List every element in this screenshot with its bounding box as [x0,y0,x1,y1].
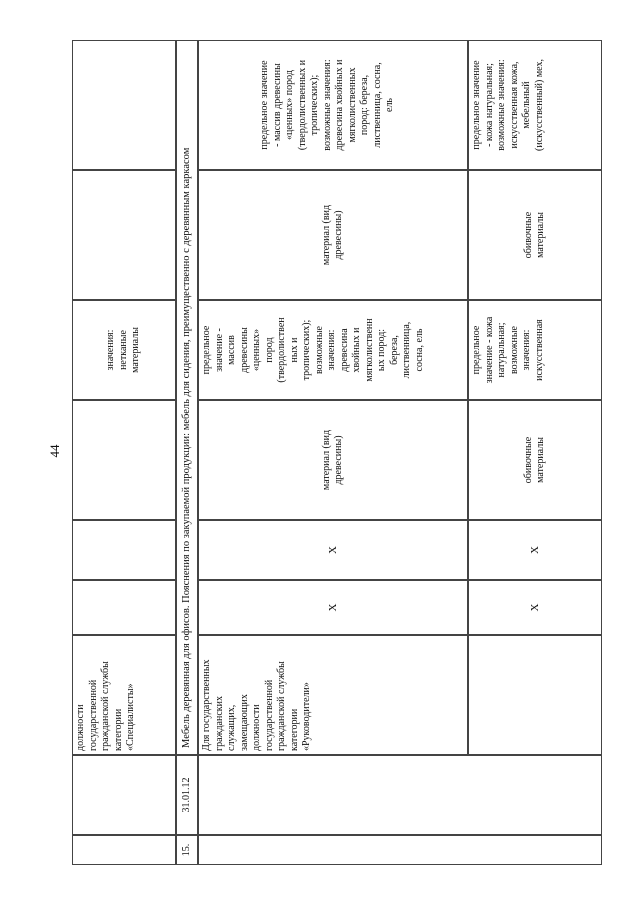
cell-material-value: предельное значение - массив древесины «ценных» пород (твердолиствен ных и тропических); возможные значения: древесина хвойных и мягколиственн ых пород: береза, лиственница, сосна, ель [198,300,468,400]
cell-upholstery-value: предельное значение - кожа натуральная; возможные значения: искусственная [468,300,602,400]
row-number: 15. [176,835,198,865]
cell-empty [198,835,602,865]
cell-upholstery-value: предельное значение - кожа натуральная; возможные значения: искусственная кожа, мебельный (искусственный) мех, [468,40,602,170]
cell-mark-x: X [468,520,602,580]
cell-position-executives: Для государственных гражданских служащих, замещающих должности государственной гражданской службы категории «Руководители» [198,635,468,755]
cell-upholstery-characteristic: обивочные материалы [468,170,602,300]
cell-empty [72,400,176,520]
row-code: 31.01.12 [176,755,198,835]
cell-code-empty [72,755,176,835]
cell-position-specialists: должности государственной гражданской службы категории «Специалисты» [72,635,176,755]
cell-mark-x: X [198,520,468,580]
cell-empty [198,755,602,835]
cell-value-nonwoven: значения: нетканые материалы [72,300,176,400]
cell-empty [72,40,176,170]
cell-material-characteristic: материал (вид древесины) [198,170,468,300]
cell-empty [72,170,176,300]
cell-mark-x: X [468,580,602,635]
table [72,40,602,865]
cell-empty [72,580,176,635]
page-number: 44 [47,444,62,458]
cell-material-value: предельное значение - массив древесины «ценных» пород (твердолиственных и тропических); возможные значения: древесина хвойных и мягколиственных пород: береза, лиственница, сосна, ель [198,40,468,170]
row-caption: Мебель деревянная для офисов. Пояснения по закупаемой продукции: мебель для сидения, преимущественно с деревянным каркасом [176,40,198,755]
cell-mark-x: X [198,580,468,635]
cell-material-characteristic: материал (вид древесины) [198,400,468,520]
cell-number-empty [72,835,176,865]
cell-empty [72,520,176,580]
cell-empty [468,635,602,755]
cell-upholstery-characteristic: обивочные материалы [468,400,602,520]
